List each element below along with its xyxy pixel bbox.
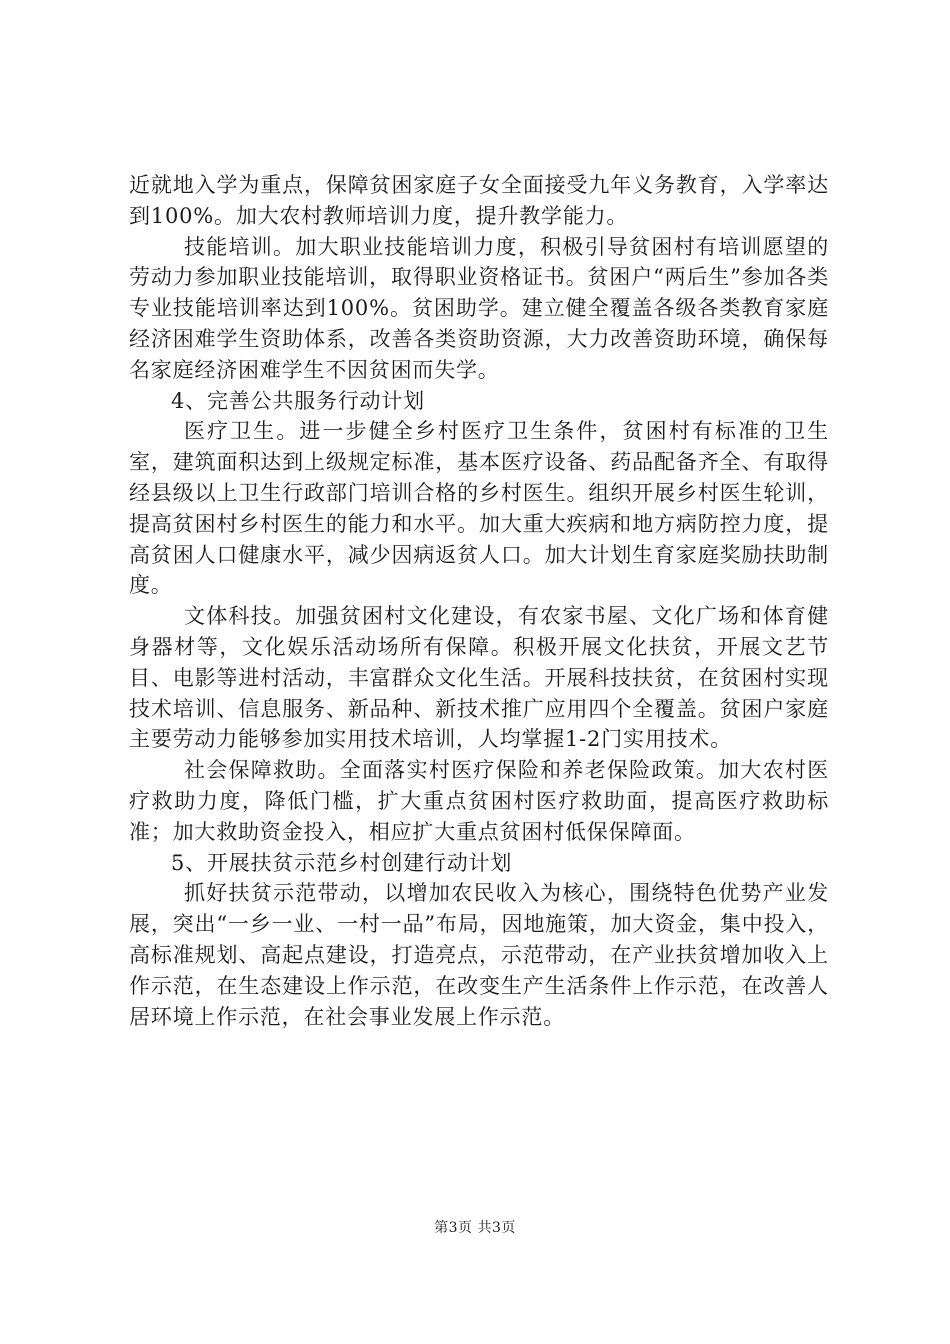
paragraph-education-continued: 近就地入学为重点，保障贫困家庭子女全面接受九年义务教育，入学率达到100%。加大农村教师培训力度，提升教学能力。 bbox=[129, 173, 829, 228]
page-number-footer: 第3页 共3页 bbox=[434, 1220, 516, 1236]
paragraph-social-security: 社会保障救助。全面落实村医疗保险和养老保险政策。加大农村医疗救助力度，降低门槛，扩大重点贫困村医疗救助面，提高医疗救助标准；加大救助资金投入，相应扩大重点贫困村低保保障面。 bbox=[129, 758, 829, 844]
section-heading-demonstration-villages: 5、开展扶贫示范乡村创建行动计划 bbox=[171, 850, 513, 875]
paragraph-skills-training: 技能培训。加大职业技能培训力度，积极引导贫困村有培训愿望的劳动力参加职业技能培训，取得职业资格证书。贫困户“两后生”参加各类专业技能培训率达到100%。贫困助学。建立健全覆盖各级各类教育家庭经济困难学生资助体系，改善各类资助资源，大力改善资助环境，确保每名家庭经济困难学生不因贫困而失学。 bbox=[129, 234, 829, 382]
document-body bbox=[129, 170, 829, 1032]
paragraph-medical-health: 医疗卫生。进一步健全乡村医疗卫生条件，贫困村有标准的卫生室，建筑面积达到上级规定标准，基本医疗设备、药品配备齐全、有取得经县级以上卫生行政部门培训合格的乡村医生。组织开展乡村医生轮训，提高贫困村乡村医生的能力和水平。加大重大疾病和地方病防控力度，提高贫困人口健康水平，减少因病返贫人口。加大计划生育家庭奖励扶助制度。 bbox=[129, 419, 829, 598]
paragraph-culture-technology: 文体科技。加强贫困村文化建设，有农家书屋、文化广场和体育健身器材等，文化娱乐活动场所有保障。积极开展文化扶贫，开展文艺节目、电影等进村活动，丰富群众文化生活。开展科技扶贫，在贫困村实现技术培训、信息服务、新品种、新技术推广应用四个全覆盖。贫困户家庭主要劳动力能够参加实用技术培训，人均掌握1-2门实用技术。 bbox=[129, 604, 829, 752]
section-heading-public-services: 4、完善公共服务行动计划 bbox=[171, 388, 425, 413]
paragraph-demonstration: 抓好扶贫示范带动，以增加农民收入为核心，围绕特色优势产业发展，突出“一乡一业、一村一品”布局，因地施策，加大资金，集中投入，高标准规划、高起点建设，打造亮点，示范带动，在产业扶贫增加收入上作示范，在生态建设上作示范，在改变生产生活条件上作示范，在改善人居环境上作示范，在社会事业发展上作示范。 bbox=[129, 881, 829, 1029]
